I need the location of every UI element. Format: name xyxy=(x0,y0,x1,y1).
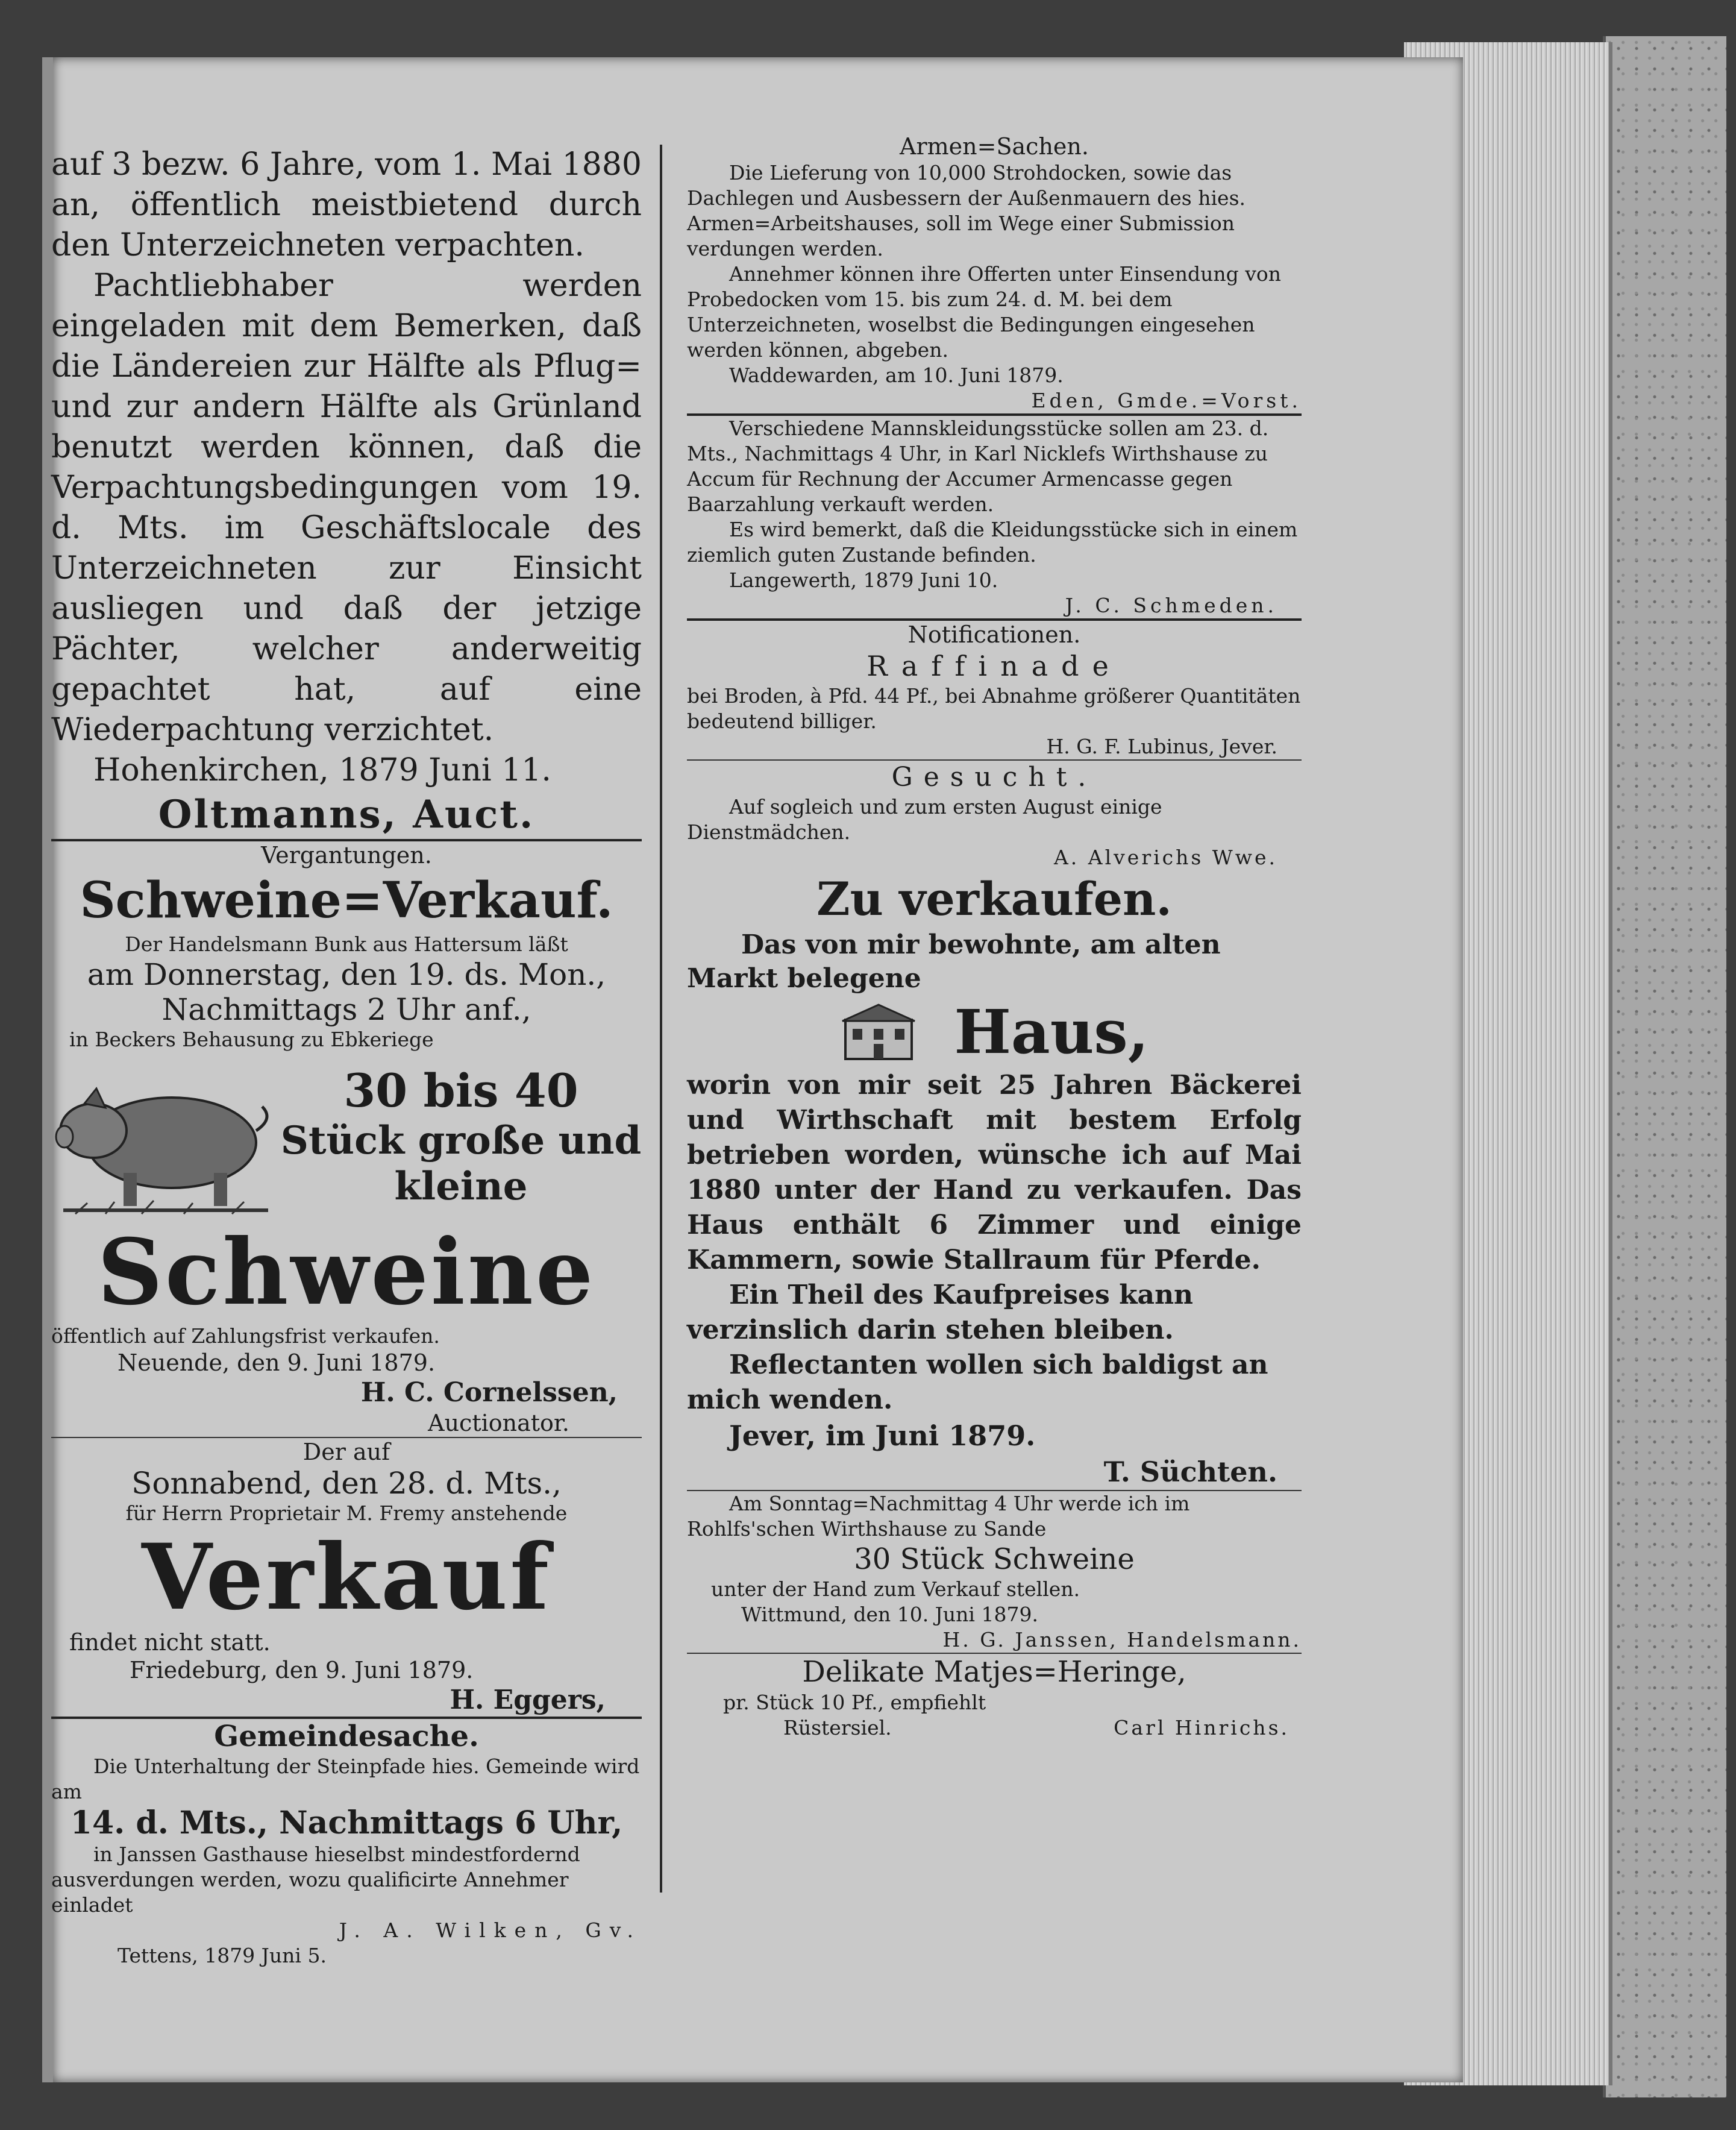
schweine-verkauf-title: Schweine=Verkauf. xyxy=(80,872,613,929)
sonntag-place: Wittmund, den 10. Juni 1879. xyxy=(741,1603,1038,1626)
delikat-title: Delikate Matjes=Heringe, xyxy=(802,1655,1186,1689)
kleid-text-2: Es wird bemerkt, daß die Kleidungsstücke sich in einem ziemlich guten Zustande befinden. xyxy=(687,518,1298,567)
right-column xyxy=(687,133,1302,1741)
delikat-place: Rüstersiel. xyxy=(783,1716,892,1739)
verkauf-line-3: für Herrn Proprietair M. Fremy anstehende xyxy=(125,1501,568,1525)
gesucht-text: Auf sogleich und zum ersten August einige Dienstmädchen. xyxy=(687,795,1162,844)
zu-text-2: Ein Theil des Kaufpreises kann verzinslich darin stehen bleiben. xyxy=(687,1280,1194,1345)
armen-signature: Eden, Gmde.=Vorst. xyxy=(1031,389,1302,412)
left-column xyxy=(51,145,642,1968)
zu-text-3: Reflectanten wollen sich baldigst an mich wenden. xyxy=(687,1349,1268,1415)
haus-word: Haus, xyxy=(954,996,1149,1067)
kleid-text-1: Verschiedene Mannskleidungsstücke sollen am 23. d. Mts., Nachmittags 4 Uhr, in Karl Nicklefs Wirthshause zu Accum für Rechnung der Accumer Armencasse gegen Baarzahlung verkauft werden. xyxy=(687,416,1269,516)
pig-block xyxy=(51,1052,642,1221)
gesucht-title: Gesucht. xyxy=(891,762,1097,793)
verkauf-line-4: findet nicht statt. xyxy=(69,1629,271,1656)
gemeinde-heading: Gemeindesache. xyxy=(214,1720,479,1753)
schweine-size: Stück große und kleine xyxy=(280,1118,642,1209)
lease-text-2: Pachtliebhaber werden eingeladen mit dem Bemerken, daß die Ländereien zur Hälfte als Pflug= und zur andern Hälfte als Grünland benutzt werden können, daß die Verpachtungsbedingungen vom 19. d. Mts. im Geschäftslocale des Unterzeichneten zur Einsicht ausliegen und daß der jetzige Pächter, welcher anderweitig gepachtet hat, auf eine Wiederpachtung verzichtet. xyxy=(51,268,642,748)
delikat-line-1: pr. Stück 10 Pf., empfiehlt xyxy=(723,1691,986,1714)
gemeinde-place: Tettens, 1879 Juni 5. xyxy=(118,1944,327,1967)
pig-illustration-icon xyxy=(51,1052,280,1221)
verkauf-signature: H. Eggers, xyxy=(450,1685,606,1715)
armen-place: Waddewarden, am 10. Juni 1879. xyxy=(729,363,1064,387)
book-cover-board xyxy=(1603,36,1726,2097)
sonntag-signature: H. G. Janssen, Handelsmann. xyxy=(942,1628,1302,1651)
sonntag-line-1: Am Sonntag=Nachmittag 4 Uhr werde ich im Rohlfs'schen Wirthshause zu Sande xyxy=(687,1492,1190,1541)
schweine-signature: H. C. Cornelssen, xyxy=(360,1377,618,1408)
pig-text xyxy=(280,1064,642,1210)
armen-heading: Armen=Sachen. xyxy=(900,133,1089,160)
raffinade-signature: H. G. F. Lubinus, Jever. xyxy=(1046,735,1277,758)
lease-signature: Oltmanns, Auct. xyxy=(158,792,535,837)
zu-signature: T. Süchten. xyxy=(1103,1456,1277,1488)
house-illustration-icon xyxy=(839,1002,918,1062)
kleid-place: Langewerth, 1879 Juni 10. xyxy=(729,568,998,592)
delikat-signature: Carl Hinrichs. xyxy=(1114,1716,1289,1739)
verkauf-line-1: Der auf xyxy=(302,1439,390,1465)
schweine-word: Schweine xyxy=(97,1219,596,1325)
schweine-count: 30 bis 40 xyxy=(343,1064,578,1117)
sonntag-line-2: 30 Stück Schweine xyxy=(854,1542,1135,1576)
gemeinde-line-1: Die Unterhaltung der Steinpfade hies. Gemeinde wird am xyxy=(51,1755,640,1803)
kleid-signature: J. C. Schmeden. xyxy=(1065,594,1277,617)
verkauf-word: Verkauf xyxy=(142,1524,551,1630)
gemeinde-signature: J. A. Wilken, Gv. xyxy=(339,1918,642,1942)
zu-place: Jever, im Juni 1879. xyxy=(729,1419,1036,1452)
gemeinde-line-2: 14. d. Mts., Nachmittags 6 Uhr, xyxy=(70,1805,623,1841)
armen-text-2: Annehmer können ihre Offerten unter Einsendung von Probedocken vom 15. bis zum 24. d. M. bei dem Unterzeichneten, woselbst die Bedingungen eingesehen werden können, abgeben. xyxy=(687,262,1281,362)
lease-place: Hohenkirchen, 1879 Juni 11. xyxy=(93,752,551,788)
zu-verkaufen-title: Zu verkaufen. xyxy=(816,872,1172,926)
zu-text-1: worin von mir seit 25 Jahren Bäckerei und Wirthschaft mit bestem Erfolg betrieben worden, wünsche ich auf Mai 1880 unter der Hand zu verkaufen. Das Haus enthält 6 Zimmer und einige Kammern, sowie Stallraum für Pferde. xyxy=(687,1070,1302,1275)
schweine-line-5: öffentlich auf Zahlungsfrist verkaufen. xyxy=(51,1324,440,1348)
vergantungen-heading: Vergantungen. xyxy=(261,842,432,869)
raffinade-title: Raffinade xyxy=(866,650,1122,682)
house-block xyxy=(687,996,1302,1068)
zu-line-1: Das von mir bewohnte, am alten Markt belegene xyxy=(687,929,1221,994)
schweine-line-2: am Donnerstag, den 19. ds. Mon., xyxy=(87,957,606,992)
schweine-line-4: in Beckers Behausung zu Ebkeriege xyxy=(69,1028,434,1051)
gemeinde-line-3: in Janssen Gasthause hieselbst mindestfordernd ausverdungen werden, wozu qualificirte Annehmer einladet xyxy=(51,1843,580,1917)
delikat-footer xyxy=(687,1715,1302,1741)
raffinade-text: bei Broden, à Pfd. 44 Pf., bei Abnahme größerer Quantitäten bedeutend billiger. xyxy=(687,684,1301,733)
armen-text-1: Die Lieferung von 10,000 Strohdocken, sowie das Dachlegen und Ausbessern der Außenmauern des hies. Armen=Arbeitshauses, soll im Wege einer Submission verdungen werden. xyxy=(687,161,1246,260)
schweine-line-3: Nachmittags 2 Uhr anf., xyxy=(161,992,531,1027)
lease-text-1: auf 3 bezw. 6 Jahre, vom 1. Mai 1880 an, öffentlich meistbietend durch den Unterzeichneten verpachten. xyxy=(51,146,642,263)
verkauf-line-2: Sonnabend, den 28. d. Mts., xyxy=(131,1466,562,1501)
column-divider xyxy=(660,145,662,1893)
schweine-line-1: Der Handelsmann Bunk aus Hattersum läßt xyxy=(125,932,568,956)
notif-heading: Notificationen. xyxy=(907,621,1081,648)
schweine-place: Neuende, den 9. Juni 1879. xyxy=(118,1349,436,1376)
schweine-role: Auctionator. xyxy=(428,1410,569,1436)
verkauf-place: Friedeburg, den 9. Juni 1879. xyxy=(130,1657,474,1683)
gesucht-signature: A. Alverichs Wwe. xyxy=(1053,846,1277,869)
sonntag-line-3: unter der Hand zum Verkauf stellen. xyxy=(711,1577,1080,1601)
